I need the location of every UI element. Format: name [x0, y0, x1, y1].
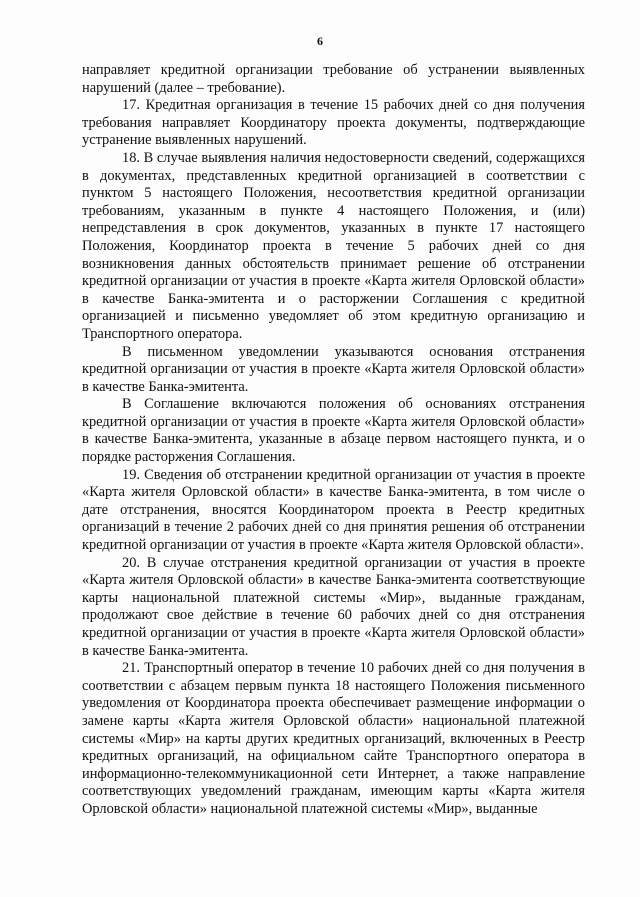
document-body — [82, 62, 585, 819]
paragraph: 17. Кредитная организация в течение 15 рабочих дней со дня получения требования направляет Координатору проекта документы, подтверждающие устранение выявленных нарушений. — [82, 97, 585, 149]
paragraph: 20. В случае отстранения кредитной организации от участия в проекте «Карта жителя Орловской области» в качестве Банка-эмитента соответствующие карты национальной платежной системы «Мир», выданные гражданам, продолжают свое действие в течение 60 рабочих дней со дня отстранения кредитной организации от участия в проекте «Карта жителя Орловской области» в качестве Банка-эмитента. — [82, 554, 585, 659]
paragraph: 21. Транспортный оператор в течение 10 рабочих дней со дня получения в соответствии с абзацем первым пункта 18 настоящего Положения письменного уведомления от Координатора проекта обеспечивает размещение информации о замене карты «Карта жителя Орловской области» национальной платежной системы «Мир» на карты других кредитных организаций, включенных в Реестр кредитных организаций, на официальном сайте Транспортного оператора в информационно-телекоммуникационной сети Интернет, а также направление соответствующих уведомлений гражданам, имеющим карты «Карта жителя Орловской области» национальной платежной системы «Мир», выданные — [82, 660, 585, 817]
paragraph: направляет кредитной организации требование об устранении выявленных нарушений (далее – требование). — [82, 62, 585, 96]
paragraph: В письменном уведомлении указываются основания отстранения кредитной организации от участия в проекте «Карта жителя Орловской области» в качестве Банка-эмитента. — [82, 343, 585, 395]
paragraph: 19. Сведения об отстранении кредитной организации от участия в проекте «Карта жителя Орловской области» в качестве Банка-эмитента, в том числе о дате отстранения, вносятся Координатором проекта в Реестр кредитных организаций в течение 2 рабочих дней со дня принятия решения об отстранении кредитной организации от участия в проекте «Карта жителя Орловской области». — [82, 466, 585, 554]
paragraph: В Соглашение включаются положения об основаниях отстранения кредитной организации от участия в проекте «Карта жителя Орловской области» в качестве Банка-эмитента, указанные в абзаце первом настоящего пункта, и о порядке расторжения Соглашения. — [82, 396, 585, 466]
paragraph: 18. В случае выявления наличия недостоверности сведений, содержащихся в документах, представленных кредитной организацией в соответствии с пунктом 5 настоящего Положения, несоответствия кредитной организации требованиям, указанным в пункте 4 настоящего Положения, и (или) непредставления в срок документов, указанных в пункте 17 настоящего Положения, Координатор проекта в течение 5 рабочих дней со дня возникновения данных обстоятельств принимает решение об отстранении кредитной организации от участия в проекте «Карта жителя Орловской области» в качестве Банка-эмитента и о расторжении Соглашения с кредитной организацией и письменно уведомляет об этом кредитную организацию и Транспортного оператора. — [82, 149, 585, 342]
page-number: 6 — [317, 34, 323, 48]
